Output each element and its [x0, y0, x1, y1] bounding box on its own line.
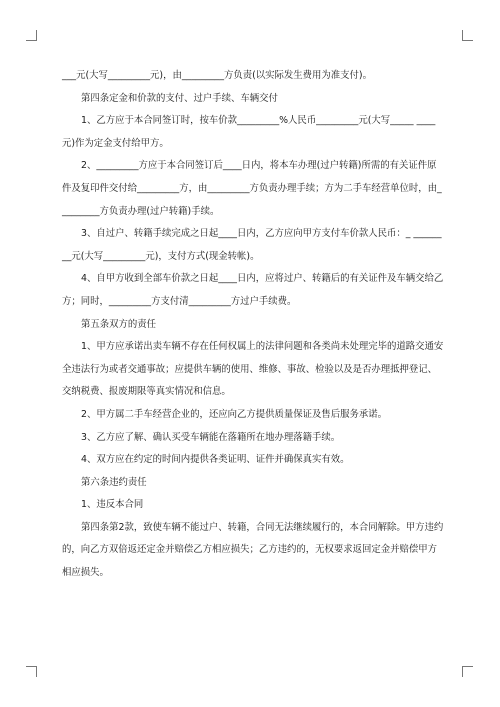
heading-article-6: 第六条违约责任 [81, 476, 147, 488]
paragraph-6-1-breach: 1、违反本合同 [81, 499, 144, 511]
page-corner-mark-bottom-left [26, 666, 37, 677]
paragraph-5-1-seller-commitment: 1、甲方应承诺出卖车辆不存在任何权属上的法律问题和各类尚未处理完毕的道路交通安全违法行为或者交通事故；应提供车辆的使用、维修、事故、检验以及是否办理抵押登记、交纳税费、报废期限等真实情况和信息。 [62, 341, 444, 398]
paragraph-4-1-deposit: 1、乙方应于本合同签订时，按车价款_________%人民币_________元(大写_____ ____元)作为定金支付给甲方。 [62, 115, 436, 149]
document-page [62, 65, 444, 585]
paragraph-6-1-breach-detail: 第四条第2款，致使车辆不能过户、转籍，合同无法继续履行的，本合同解除。甲方违约的，向乙方双倍返还定金并赔偿乙方相应损失；乙方违约的，无权要求返回定金并赔偿甲方相应损失。 [62, 521, 444, 579]
paragraph-4-3-payment: 3、自过户、转籍手续完成之日起____日内，乙方应向甲方支付车价款人民币：_ ________元(大写_________元)，支付方式(现金转帐)。 [62, 228, 442, 262]
paragraph-4-2-documents: 2、_________方应于本合同签订后____日内，将本车办理(过户转籍)所需的有关证件原件及复印件交付给_________方，由_________方负责办理手续；方为二手车经营单位时，由_________方负责办理(过户转籍)手续。 [62, 160, 442, 217]
heading-article-5: 第五条双方的责任 [81, 318, 157, 330]
page-corner-mark-top-left [26, 30, 37, 41]
page-corner-mark-top-right [462, 30, 473, 41]
heading-article-4: 第四条定金和价款的支付、过户手续、车辆交付 [81, 92, 278, 104]
paragraph-5-2-dealer-warranty: 2、甲方属二手车经营企业的，还应向乙方提供质量保证及售后服务承诺。 [81, 408, 387, 420]
paragraph-5-3-buyer-registration: 3、乙方应了解、确认买受车辆能在落籍所在地办理落籍手续。 [81, 431, 341, 443]
page-corner-mark-bottom-right [462, 666, 473, 677]
paragraph-payment-responsibility: ___元(大写_________元)，由_________方负责(以实际发生费用为准支付)。 [62, 70, 372, 81]
paragraph-4-4-delivery: 4、自甲方收到全部车价款之日起____日内，应将过户、转籍后的有关证件及车辆交给乙方；同时，_________方支付清_________方过户手续费。 [62, 273, 444, 307]
paragraph-5-4-documents-valid: 4、双方应在约定的时间内提供各类证明、证件并确保真实有效。 [81, 454, 350, 466]
